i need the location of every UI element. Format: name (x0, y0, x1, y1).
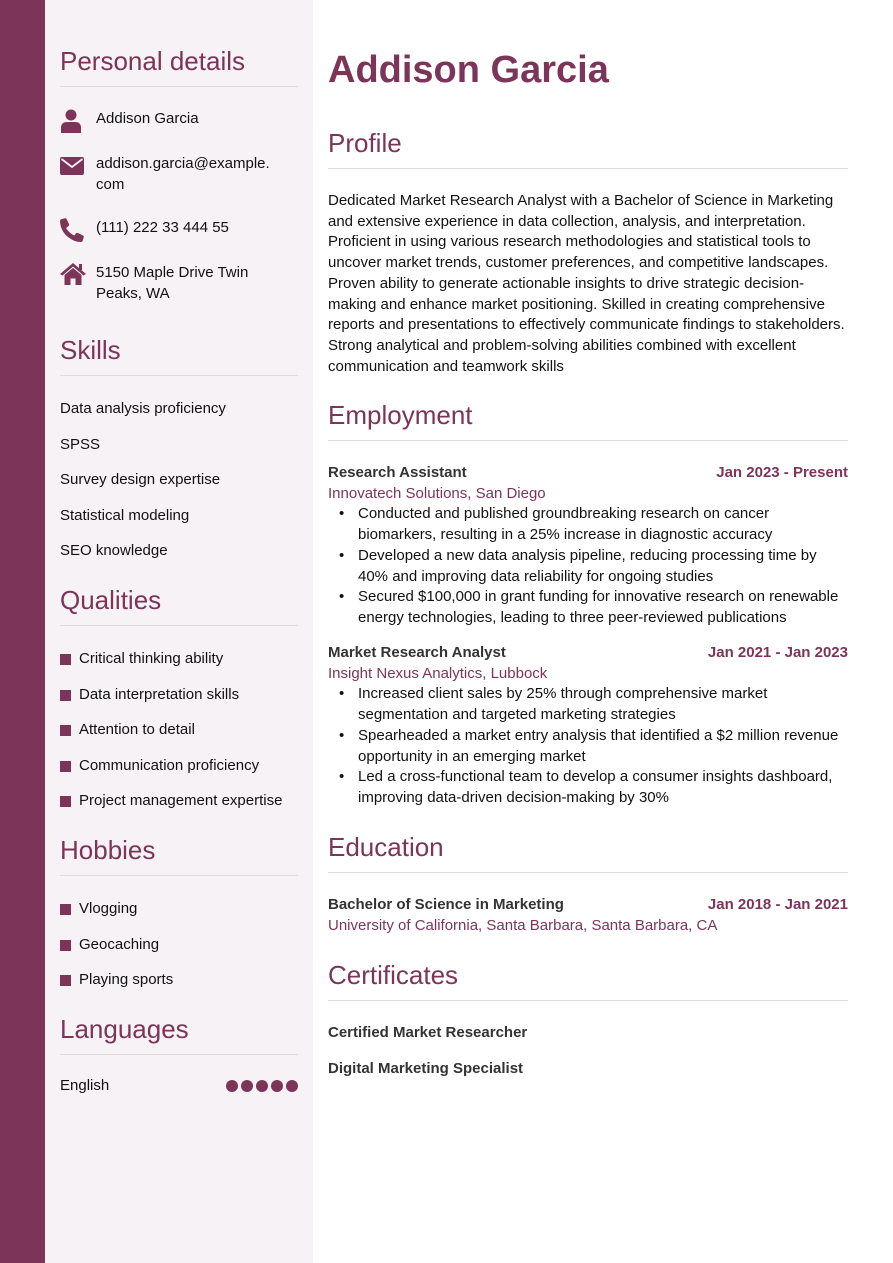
level-dot (226, 1080, 238, 1092)
bullet-square (60, 761, 71, 772)
job-title: Research Assistant (328, 464, 467, 481)
bullet-square (60, 940, 71, 951)
job-bullet: • Led a cross-functional team to develop a consumer insights dashboard, improving data-driven decision-making by 30% (358, 767, 848, 808)
quality-label: Attention to detail (79, 721, 195, 738)
language-name: English (60, 1077, 110, 1094)
bullet-square (60, 725, 71, 736)
contact-name (60, 109, 298, 133)
level-dot (271, 1080, 283, 1092)
quality-item (60, 685, 298, 721)
contact-phone (60, 218, 298, 242)
job-bullet: • Increased client sales by 25% through comprehensive market segmentation and targeted marketing strategies (358, 684, 848, 725)
candidate-name: Addison Garcia (328, 49, 609, 91)
bullet-square (60, 796, 71, 807)
skill-item: Data analysis proficiency (60, 400, 226, 417)
bullet-square (60, 904, 71, 915)
hobby-item (60, 970, 298, 1006)
certificate-item: Certified Market Researcher (328, 1024, 528, 1041)
job-title: Market Research Analyst (328, 644, 506, 661)
bullet-square (60, 654, 71, 665)
job-employer: Insight Nexus Analytics, Lubbock (328, 664, 548, 682)
quality-label: Critical thinking ability (79, 650, 224, 667)
job-bullets (328, 504, 848, 628)
quality-label: Project management expertise (79, 792, 283, 809)
skill-item: Statistical modeling (60, 506, 190, 524)
contact-address-text: 5150 Maple Drive Twin Peaks, WA (96, 264, 249, 302)
home-icon (60, 263, 96, 285)
job-dates: Jan 2023 - Present (716, 464, 848, 481)
personal-details-heading: Personal details (60, 46, 298, 87)
profile-heading: Profile (328, 128, 848, 169)
job-bullet: • Spearheaded a market entry analysis that identified a $2 million revenue opportunity in an emerging market (358, 726, 848, 767)
job-entry (328, 643, 848, 809)
hobby-label: Playing sports (79, 971, 174, 988)
language-level-dots (223, 1080, 298, 1092)
quality-label: Data interpretation skills (79, 685, 240, 703)
job-bullet: • Secured $100,000 in grant funding for innovative research on renewable energy technologies, leading to three peer-reviewed publications (358, 587, 848, 628)
education-dates: Jan 2018 - Jan 2021 (707, 896, 848, 913)
quality-item (60, 756, 298, 792)
bullet-square (60, 690, 71, 701)
degree: Bachelor of Science in Marketing (328, 896, 564, 913)
qualities-list (60, 649, 298, 827)
certificate-item: Digital Marketing Specialist (328, 1060, 524, 1077)
job-entry (328, 463, 848, 629)
bullet-square (60, 975, 71, 986)
phone-icon (60, 218, 96, 242)
skill-item: Survey design expertise (60, 471, 221, 488)
contact-name-text: Addison Garcia (96, 110, 199, 127)
job-bullets (328, 684, 848, 808)
skills-heading: Skills (60, 335, 298, 376)
qualities-heading: Qualities (60, 585, 298, 626)
accent-bar (0, 0, 45, 1263)
quality-item (60, 791, 298, 827)
hobby-item (60, 935, 298, 971)
school: University of California, Santa Barbara, Santa Barbara, CA (328, 916, 718, 934)
certificates-heading: Certificates (328, 960, 848, 1001)
quality-item (60, 649, 298, 685)
sidebar (45, 0, 313, 1263)
job-dates: Jan 2021 - Jan 2023 (707, 644, 848, 661)
job-bullet: • Conducted and published groundbreaking research on cancer biomarkers, resulting in a 25% increase in diagnostic accuracy (358, 504, 848, 545)
level-dot (241, 1080, 253, 1092)
level-dot (286, 1080, 298, 1092)
education-heading: Education (328, 832, 848, 873)
skills-list (60, 399, 298, 577)
quality-label: Communication proficiency (79, 756, 260, 774)
employment-heading: Employment (328, 400, 848, 441)
hobby-item (60, 899, 298, 935)
profile-text: Dedicated Market Research Analyst with a Bachelor of Science in Marketing and extensive experience in data collection, analysis, and interpretation. Proficient in using various research methodologies and statistical tools to uncover market trends, customer preferences, and competitive landscapes. Proven ability to generate actionable insights to drive strategic decision-making and enhance market positioning. Skilled in creating comprehensive reports and presentations to effectively communicate findings to stakeholders. Strong analytical and problem-solving abilities combined with excellent communication and teamwork skills (328, 192, 845, 375)
hobbies-heading: Hobbies (60, 835, 298, 876)
contact-email (60, 154, 298, 195)
hobby-label: Geocaching (79, 935, 160, 953)
job-bullet: • Developed a new data analysis pipeline, reducing processing time by 40% and improving data reliability for ongoing studies (358, 546, 848, 587)
skill-item: SPSS (60, 435, 101, 453)
education-entry (328, 895, 848, 936)
hobby-label: Vlogging (79, 900, 138, 917)
envelope-icon (60, 154, 96, 175)
hobbies-list (60, 899, 298, 1006)
quality-item (60, 720, 298, 756)
contact-email-text: addison.garcia@example.com (96, 155, 270, 193)
level-dot (256, 1080, 268, 1092)
skill-item: SEO knowledge (60, 542, 168, 559)
main-content (313, 0, 893, 1263)
contact-phone-text: (111) 222 33 444 55 (96, 219, 229, 236)
user-icon (60, 109, 96, 133)
contact-address (60, 263, 298, 304)
languages-heading: Languages (60, 1014, 298, 1055)
job-employer: Innovatech Solutions, San Diego (328, 484, 546, 502)
language-row (60, 1077, 298, 1094)
